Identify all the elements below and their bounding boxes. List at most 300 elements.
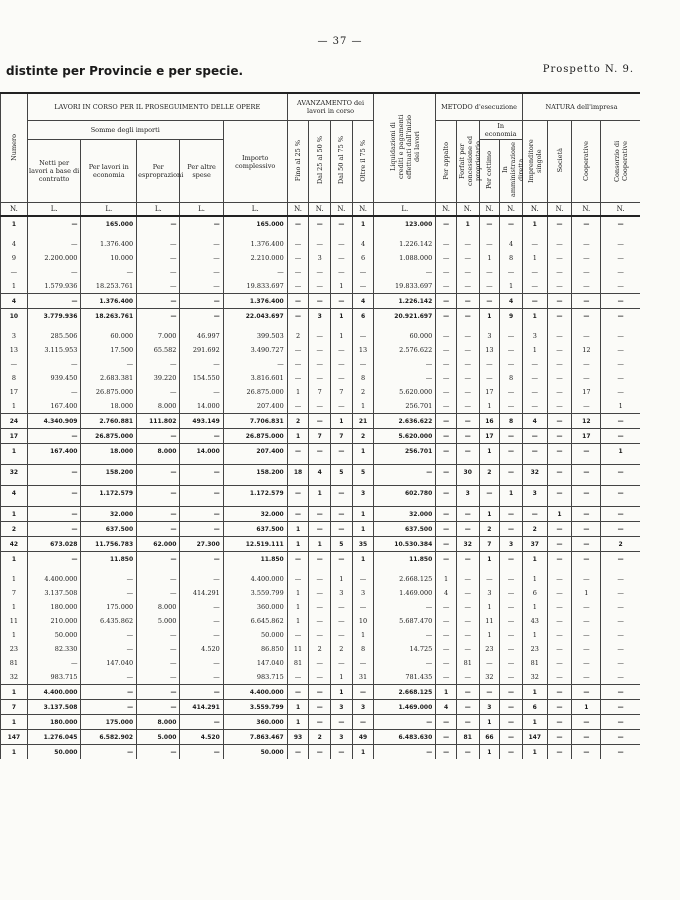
table-cell: — bbox=[287, 357, 309, 371]
table-cell: 1 bbox=[352, 444, 374, 459]
table-cell: 8 bbox=[352, 371, 374, 385]
table-cell: — bbox=[500, 507, 523, 522]
table-cell: — bbox=[500, 444, 523, 459]
table-cell: — bbox=[601, 414, 640, 429]
table-cell: — bbox=[547, 465, 572, 480]
table-cell: — bbox=[331, 216, 353, 231]
table-cell: — bbox=[374, 745, 436, 760]
table-cell: — bbox=[436, 309, 457, 324]
table-cell: — bbox=[27, 265, 81, 279]
table-cell: — bbox=[309, 700, 331, 715]
table-cell: — bbox=[479, 656, 500, 670]
table-cell: — bbox=[137, 237, 180, 251]
table-row bbox=[1, 685, 641, 700]
table-cell: — bbox=[456, 614, 479, 628]
table-cell: 1 bbox=[352, 399, 374, 414]
table-cell: — bbox=[456, 600, 479, 614]
table-row bbox=[1, 251, 641, 265]
table-cell: — bbox=[500, 685, 523, 700]
table-cell: 175.000 bbox=[81, 715, 137, 730]
table-cell: 1 bbox=[1, 279, 28, 294]
table-cell: — bbox=[436, 265, 457, 279]
table-cell: 11.850 bbox=[374, 552, 436, 567]
table-cell: — bbox=[522, 279, 547, 294]
table-cell: 19.833.697 bbox=[223, 279, 287, 294]
table-cell: 360.000 bbox=[223, 600, 287, 614]
table-cell: 1.376.400 bbox=[223, 294, 287, 309]
table-cell: 1 bbox=[479, 251, 500, 265]
table-cell: 14.000 bbox=[180, 444, 223, 459]
table-cell: 1 bbox=[1, 685, 28, 700]
table-cell: — bbox=[572, 237, 601, 251]
table-cell: 1 bbox=[287, 586, 309, 600]
table-cell: — bbox=[436, 507, 457, 522]
header-cottimo: Per cottimo bbox=[479, 140, 500, 203]
table-cell: 1.469.000 bbox=[374, 700, 436, 715]
table-cell: — bbox=[81, 265, 137, 279]
table-cell: 180.000 bbox=[27, 715, 81, 730]
table-cell: 8.000 bbox=[137, 715, 180, 730]
table-cell: — bbox=[601, 656, 640, 670]
table-row bbox=[1, 670, 641, 685]
table-cell: 6 bbox=[352, 251, 374, 265]
table-cell: 3 bbox=[352, 486, 374, 501]
table-cell: 31 bbox=[352, 670, 374, 685]
header-liquidazioni: Liquidazioni di crediti e pagamenti effettuati dall'inizio dei lavori bbox=[374, 93, 436, 203]
table-cell: 7 bbox=[1, 700, 28, 715]
table-cell: — bbox=[572, 572, 601, 586]
table-cell: — bbox=[374, 371, 436, 385]
table-row bbox=[1, 745, 641, 760]
table-cell: — bbox=[137, 279, 180, 294]
table-cell: — bbox=[27, 507, 81, 522]
table-cell: — bbox=[352, 279, 374, 294]
table-cell: — bbox=[436, 216, 457, 231]
table-cell: 11.756.783 bbox=[81, 537, 137, 552]
header-metodo: METODO d'esecuzione bbox=[436, 93, 523, 121]
table-cell: — bbox=[309, 343, 331, 357]
table-cell: — bbox=[331, 343, 353, 357]
table-cell: — bbox=[331, 656, 353, 670]
table-cell: 12 bbox=[572, 414, 601, 429]
table-cell: — bbox=[601, 507, 640, 522]
table-cell: — bbox=[572, 251, 601, 265]
table-cell: 3 bbox=[352, 700, 374, 715]
table-cell: — bbox=[137, 309, 180, 324]
table-cell: 360.000 bbox=[223, 715, 287, 730]
table-cell: — bbox=[479, 572, 500, 586]
table-cell: — bbox=[500, 700, 523, 715]
table-cell: — bbox=[331, 357, 353, 371]
table-cell: — bbox=[500, 399, 523, 414]
unit-cell: L. bbox=[137, 203, 180, 217]
table-cell: 18 bbox=[287, 465, 309, 480]
table-cell: — bbox=[137, 385, 180, 399]
table-cell: 1 bbox=[479, 628, 500, 642]
table-cell: 22.043.697 bbox=[223, 309, 287, 324]
table-cell: — bbox=[27, 552, 81, 567]
table-cell: — bbox=[601, 309, 640, 324]
table-cell: — bbox=[436, 552, 457, 567]
table-cell: 49 bbox=[352, 730, 374, 745]
table-cell: — bbox=[309, 294, 331, 309]
table-cell: 86.850 bbox=[223, 642, 287, 656]
table-cell: 7 bbox=[309, 385, 331, 399]
table-cell: 50.000 bbox=[223, 628, 287, 642]
table-row bbox=[1, 572, 641, 586]
table-cell: 1 bbox=[331, 414, 353, 429]
unit-cell: N. bbox=[522, 203, 547, 217]
table-cell: 13 bbox=[1, 343, 28, 357]
table-cell: — bbox=[522, 237, 547, 251]
table-cell: 5 bbox=[331, 465, 353, 480]
table-cell: — bbox=[331, 486, 353, 501]
table-cell: — bbox=[180, 279, 223, 294]
table-row bbox=[1, 385, 641, 399]
table-cell: 983.715 bbox=[223, 670, 287, 685]
table-cell: 14.000 bbox=[180, 399, 223, 414]
table-cell: 4.520 bbox=[180, 642, 223, 656]
table-cell: — bbox=[547, 486, 572, 501]
table-cell: 5.620.000 bbox=[374, 429, 436, 444]
table-cell: 1 bbox=[331, 329, 353, 343]
table-cell: 3.137.508 bbox=[27, 700, 81, 715]
table-cell: — bbox=[180, 486, 223, 501]
header-lavori-economia: Per lavori in economia bbox=[81, 140, 137, 203]
table-cell: — bbox=[436, 537, 457, 552]
header-lavori-group: LAVORI IN CORSO PER IL PROSEGUIMENTO DELLE OPERE bbox=[27, 93, 287, 121]
table-cell: — bbox=[309, 628, 331, 642]
table-cell: 43 bbox=[522, 614, 547, 628]
table-cell: 1.376.400 bbox=[223, 237, 287, 251]
table-cell: 1 bbox=[287, 700, 309, 715]
table-cell: 602.780 bbox=[374, 486, 436, 501]
table-cell: — bbox=[27, 522, 81, 537]
table-cell: 21 bbox=[352, 414, 374, 429]
table-cell: 3 bbox=[1, 329, 28, 343]
table-cell: 1 bbox=[352, 552, 374, 567]
table-cell: — bbox=[547, 628, 572, 642]
unit-cell: N. bbox=[287, 203, 309, 217]
statistics-table-wrapper bbox=[0, 92, 640, 759]
table-cell: — bbox=[309, 414, 331, 429]
table-cell: — bbox=[352, 329, 374, 343]
table-cell: 1 bbox=[479, 444, 500, 459]
table-cell: — bbox=[601, 600, 640, 614]
unit-cell: L. bbox=[374, 203, 436, 217]
table-cell: — bbox=[456, 251, 479, 265]
table-cell: — bbox=[180, 552, 223, 567]
table-cell: — bbox=[572, 670, 601, 685]
table-cell: — bbox=[572, 399, 601, 414]
table-cell: 5.620.000 bbox=[374, 385, 436, 399]
table-cell: 939.450 bbox=[27, 371, 81, 385]
table-cell: — bbox=[500, 745, 523, 760]
table-cell: — bbox=[547, 343, 572, 357]
table-cell: — bbox=[436, 522, 457, 537]
table-cell: — bbox=[180, 628, 223, 642]
table-cell: — bbox=[601, 279, 640, 294]
table-cell: 285.506 bbox=[27, 329, 81, 343]
table-cell: — bbox=[601, 429, 640, 444]
table-cell: 167.400 bbox=[27, 399, 81, 414]
table-cell: 46.997 bbox=[180, 329, 223, 343]
table-cell: — bbox=[547, 265, 572, 279]
table-cell: 81 bbox=[456, 730, 479, 745]
table-cell: 1 bbox=[352, 507, 374, 522]
table-cell: — bbox=[522, 294, 547, 309]
table-cell: — bbox=[572, 628, 601, 642]
table-cell: — bbox=[436, 343, 457, 357]
table-cell: — bbox=[547, 237, 572, 251]
table-cell: 3 bbox=[522, 486, 547, 501]
table-cell: — bbox=[547, 656, 572, 670]
table-cell: — bbox=[500, 586, 523, 600]
table-cell: — bbox=[331, 237, 353, 251]
table-cell: 2.200.000 bbox=[27, 251, 81, 265]
table-cell: — bbox=[456, 414, 479, 429]
table-cell: — bbox=[572, 294, 601, 309]
table-cell: — bbox=[572, 600, 601, 614]
table-cell: — bbox=[374, 628, 436, 642]
table-cell: 20.921.697 bbox=[374, 309, 436, 324]
unit-cell: N. bbox=[601, 203, 640, 217]
table-cell: 210.000 bbox=[27, 614, 81, 628]
table-cell: 4 bbox=[522, 414, 547, 429]
table-row bbox=[1, 279, 641, 294]
table-cell: — bbox=[287, 507, 309, 522]
table-cell: 414.291 bbox=[180, 700, 223, 715]
table-row bbox=[1, 715, 641, 730]
table-cell: — bbox=[572, 656, 601, 670]
table-cell: 12 bbox=[572, 343, 601, 357]
table-cell: 2.668.125 bbox=[374, 572, 436, 586]
unit-cell: L. bbox=[180, 203, 223, 217]
table-cell: — bbox=[601, 552, 640, 567]
table-cell: — bbox=[456, 586, 479, 600]
table-cell: 1 bbox=[1, 628, 28, 642]
table-cell: 1 bbox=[331, 670, 353, 685]
table-cell: 2.576.622 bbox=[374, 343, 436, 357]
table-cell: — bbox=[436, 628, 457, 642]
table-cell: 1 bbox=[287, 522, 309, 537]
table-cell: 3 bbox=[479, 329, 500, 343]
table-cell: — bbox=[500, 343, 523, 357]
table-cell: 3.559.799 bbox=[223, 586, 287, 600]
table-cell: — bbox=[601, 371, 640, 385]
table-cell: — bbox=[374, 357, 436, 371]
table-cell: — bbox=[572, 216, 601, 231]
table-cell: 1 bbox=[522, 685, 547, 700]
table-row bbox=[1, 614, 641, 628]
table-cell: 2 bbox=[309, 642, 331, 656]
table-cell: — bbox=[374, 265, 436, 279]
table-row bbox=[1, 552, 641, 567]
table-cell: 3 bbox=[479, 700, 500, 715]
table-cell: 11 bbox=[1, 614, 28, 628]
table-cell: 1 bbox=[1, 745, 28, 760]
table-cell: — bbox=[456, 329, 479, 343]
table-cell: — bbox=[309, 745, 331, 760]
table-cell: — bbox=[309, 357, 331, 371]
table-cell: — bbox=[547, 429, 572, 444]
table-cell: — bbox=[456, 685, 479, 700]
table-cell: — bbox=[180, 294, 223, 309]
table-cell: 165.000 bbox=[81, 216, 137, 231]
table-cell: — bbox=[456, 357, 479, 371]
table-cell: — bbox=[180, 385, 223, 399]
table-cell: — bbox=[287, 265, 309, 279]
table-cell: — bbox=[456, 237, 479, 251]
table-cell: — bbox=[331, 745, 353, 760]
table-cell: — bbox=[436, 730, 457, 745]
table-cell: 50.000 bbox=[27, 745, 81, 760]
table-cell: 2 bbox=[479, 465, 500, 480]
table-cell: — bbox=[500, 614, 523, 628]
table-cell: — bbox=[601, 572, 640, 586]
table-cell: — bbox=[456, 745, 479, 760]
table-row bbox=[1, 522, 641, 537]
table-cell: — bbox=[309, 656, 331, 670]
table-cell: 2 bbox=[352, 385, 374, 399]
table-cell: 2 bbox=[331, 642, 353, 656]
table-cell: — bbox=[572, 552, 601, 567]
table-cell: 1 bbox=[522, 715, 547, 730]
table-cell: 65.582 bbox=[137, 343, 180, 357]
table-cell: — bbox=[180, 465, 223, 480]
table-cell: — bbox=[522, 357, 547, 371]
table-cell: — bbox=[436, 279, 457, 294]
table-cell: 1 bbox=[331, 309, 353, 324]
table-cell: — bbox=[27, 429, 81, 444]
table-cell: — bbox=[180, 216, 223, 231]
header-somme: Somme degli importi bbox=[27, 121, 223, 140]
table-cell: — bbox=[572, 371, 601, 385]
table-cell: 399.503 bbox=[223, 329, 287, 343]
header-dal50: Dal 50 al 75 % bbox=[331, 121, 353, 203]
table-cell: 673.028 bbox=[27, 537, 81, 552]
table-cell: 1 bbox=[287, 600, 309, 614]
table-cell: 207.400 bbox=[223, 399, 287, 414]
table-cell: 2 bbox=[522, 522, 547, 537]
table-cell: — bbox=[287, 670, 309, 685]
table-cell: — bbox=[309, 522, 331, 537]
table-cell: — bbox=[287, 486, 309, 501]
table-cell: — bbox=[601, 730, 640, 745]
header-numero: Numero bbox=[1, 93, 28, 203]
table-cell: 32 bbox=[479, 670, 500, 685]
table-cell: — bbox=[547, 670, 572, 685]
table-cell: 14.725 bbox=[374, 642, 436, 656]
table-cell: 4 bbox=[436, 700, 457, 715]
table-cell: — bbox=[309, 715, 331, 730]
table-cell: 1 bbox=[601, 444, 640, 459]
table-row bbox=[1, 700, 641, 715]
table-cell: — bbox=[547, 294, 572, 309]
table-cell: 26.875.000 bbox=[223, 385, 287, 399]
table-cell: — bbox=[522, 371, 547, 385]
table-cell: — bbox=[572, 444, 601, 459]
table-cell: — bbox=[374, 600, 436, 614]
table-cell: — bbox=[27, 656, 81, 670]
table-cell: 1 bbox=[522, 343, 547, 357]
header-in-economia: In economia bbox=[479, 121, 522, 140]
table-cell: — bbox=[436, 385, 457, 399]
table-cell: 158.200 bbox=[81, 465, 137, 480]
table-cell: 493.149 bbox=[180, 414, 223, 429]
table-cell: — bbox=[522, 429, 547, 444]
table-cell: — bbox=[547, 614, 572, 628]
table-row bbox=[1, 237, 641, 251]
table-cell: — bbox=[137, 628, 180, 642]
table-cell: — bbox=[479, 265, 500, 279]
table-cell: 1 bbox=[479, 399, 500, 414]
table-cell: — bbox=[547, 642, 572, 656]
table-cell: 1.579.936 bbox=[27, 279, 81, 294]
table-cell: — bbox=[287, 216, 309, 231]
table-cell: — bbox=[180, 670, 223, 685]
unit-cell: N. bbox=[572, 203, 601, 217]
table-cell: — bbox=[436, 251, 457, 265]
table-cell: — bbox=[137, 670, 180, 685]
table-cell: 1 bbox=[500, 486, 523, 501]
table-cell: — bbox=[500, 265, 523, 279]
table-cell: 1 bbox=[572, 586, 601, 600]
table-cell: 9 bbox=[500, 309, 523, 324]
table-cell: 6 bbox=[522, 700, 547, 715]
table-cell: — bbox=[456, 700, 479, 715]
table-cell: 60.000 bbox=[374, 329, 436, 343]
table-cell: — bbox=[331, 399, 353, 414]
table-cell: — bbox=[331, 522, 353, 537]
table-cell: — bbox=[352, 685, 374, 700]
table-row bbox=[1, 329, 641, 343]
unit-cell: N. bbox=[456, 203, 479, 217]
table-cell: 1 bbox=[522, 628, 547, 642]
table-cell: 23 bbox=[522, 642, 547, 656]
header-cooperative: Cooperative bbox=[572, 121, 601, 203]
table-cell: — bbox=[180, 656, 223, 670]
table-cell: — bbox=[456, 429, 479, 444]
table-cell: 1 bbox=[500, 279, 523, 294]
table-cell: 18.000 bbox=[81, 399, 137, 414]
table-cell: 2.760.881 bbox=[81, 414, 137, 429]
table-cell: — bbox=[331, 371, 353, 385]
table-cell: 17.500 bbox=[81, 343, 137, 357]
table-cell: — bbox=[137, 656, 180, 670]
table-cell: — bbox=[1, 265, 28, 279]
prospetto-label: Prospetto N. 9. bbox=[542, 64, 634, 75]
table-cell: — bbox=[500, 357, 523, 371]
unit-cell: L. bbox=[81, 203, 137, 217]
table-cell: 7 bbox=[331, 429, 353, 444]
unit-cell: N. bbox=[436, 203, 457, 217]
table-cell: — bbox=[547, 385, 572, 399]
table-cell: 30 bbox=[456, 465, 479, 480]
table-cell: 2 bbox=[352, 429, 374, 444]
table-cell: 2.210.000 bbox=[223, 251, 287, 265]
table-cell: 1 bbox=[309, 486, 331, 501]
table-cell: 26.875.000 bbox=[223, 429, 287, 444]
table-cell: 1 bbox=[522, 251, 547, 265]
table-cell: 4.400.000 bbox=[27, 685, 81, 700]
table-cell: 32 bbox=[456, 537, 479, 552]
table-cell: — bbox=[352, 572, 374, 586]
table-cell: — bbox=[331, 628, 353, 642]
table-cell: — bbox=[436, 656, 457, 670]
table-cell: — bbox=[436, 444, 457, 459]
table-cell: 1 bbox=[522, 572, 547, 586]
